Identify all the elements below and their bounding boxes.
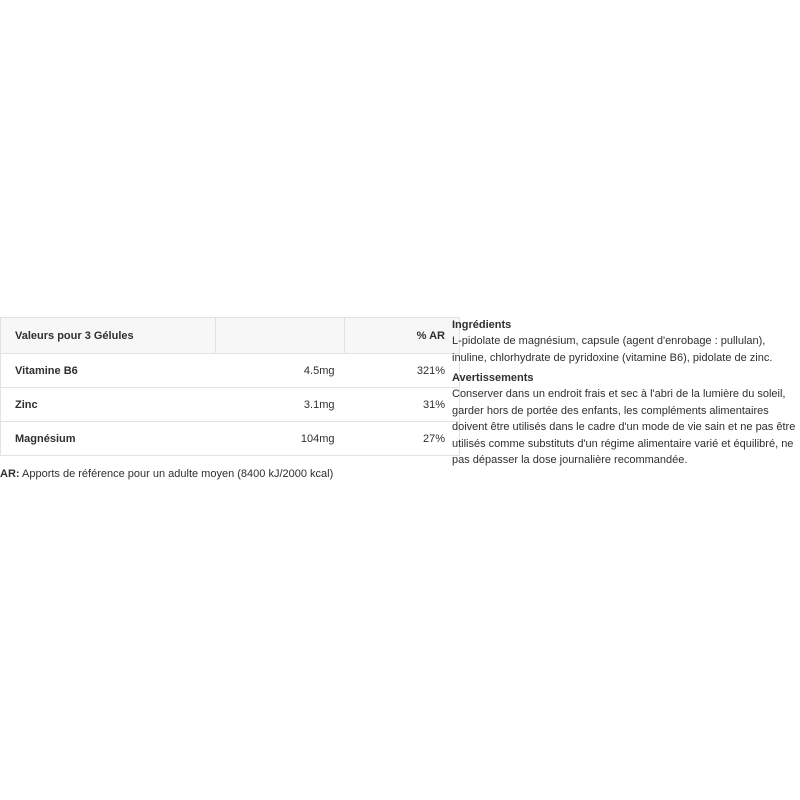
table-row <box>1 354 460 388</box>
ar-footnote <box>0 467 432 481</box>
product-info <box>452 317 797 473</box>
nutrient-quantity: 4.5mg <box>216 354 345 388</box>
ingredients-text: L-pidolate de magnésium, capsule (agent d'enrobage : pullulan), inuline, chlorhydrate de pyridoxine (vitamine B6), pidolate de zinc. <box>452 335 773 364</box>
warnings-title: Avertissements <box>452 372 534 384</box>
ar-footnote-abbr: AR: <box>0 468 20 480</box>
nutrient-ar: 321% <box>345 354 460 388</box>
table-header-row <box>1 318 460 354</box>
ar-footnote-text: Apports de référence pour un adulte moyen (8400 kJ/2000 kcal) <box>19 468 334 480</box>
ingredients-title: Ingrédients <box>452 319 512 331</box>
nutrient-ar: 31% <box>345 388 460 422</box>
header-quantity <box>216 318 345 354</box>
table-row <box>1 388 460 422</box>
table-row <box>1 422 460 456</box>
nutrition-table <box>0 317 460 456</box>
nutrient-quantity: 3.1mg <box>216 388 345 422</box>
nutrient-name: Vitamine B6 <box>1 354 216 388</box>
nutrition-section <box>0 317 445 481</box>
nutrient-ar: 27% <box>345 422 460 456</box>
nutrient-name: Zinc <box>1 388 216 422</box>
header-ar: % AR <box>345 318 460 354</box>
warnings-text: Conserver dans un endroit frais et sec à l'abri de la lumière du soleil, garder hors de portée des enfants, les compléments alimentaires doivent être utilisés dans le cadre d'un mode de vie sain et ne pas être utilisés comme substituts d'un régime alimentaire varié et équilibré, ne pas dépasser la dose journalière recommandée. <box>452 388 796 466</box>
nutrient-quantity: 104mg <box>216 422 345 456</box>
nutrient-name: Magnésium <box>1 422 216 456</box>
header-label: Valeurs pour 3 Gélules <box>1 318 216 354</box>
